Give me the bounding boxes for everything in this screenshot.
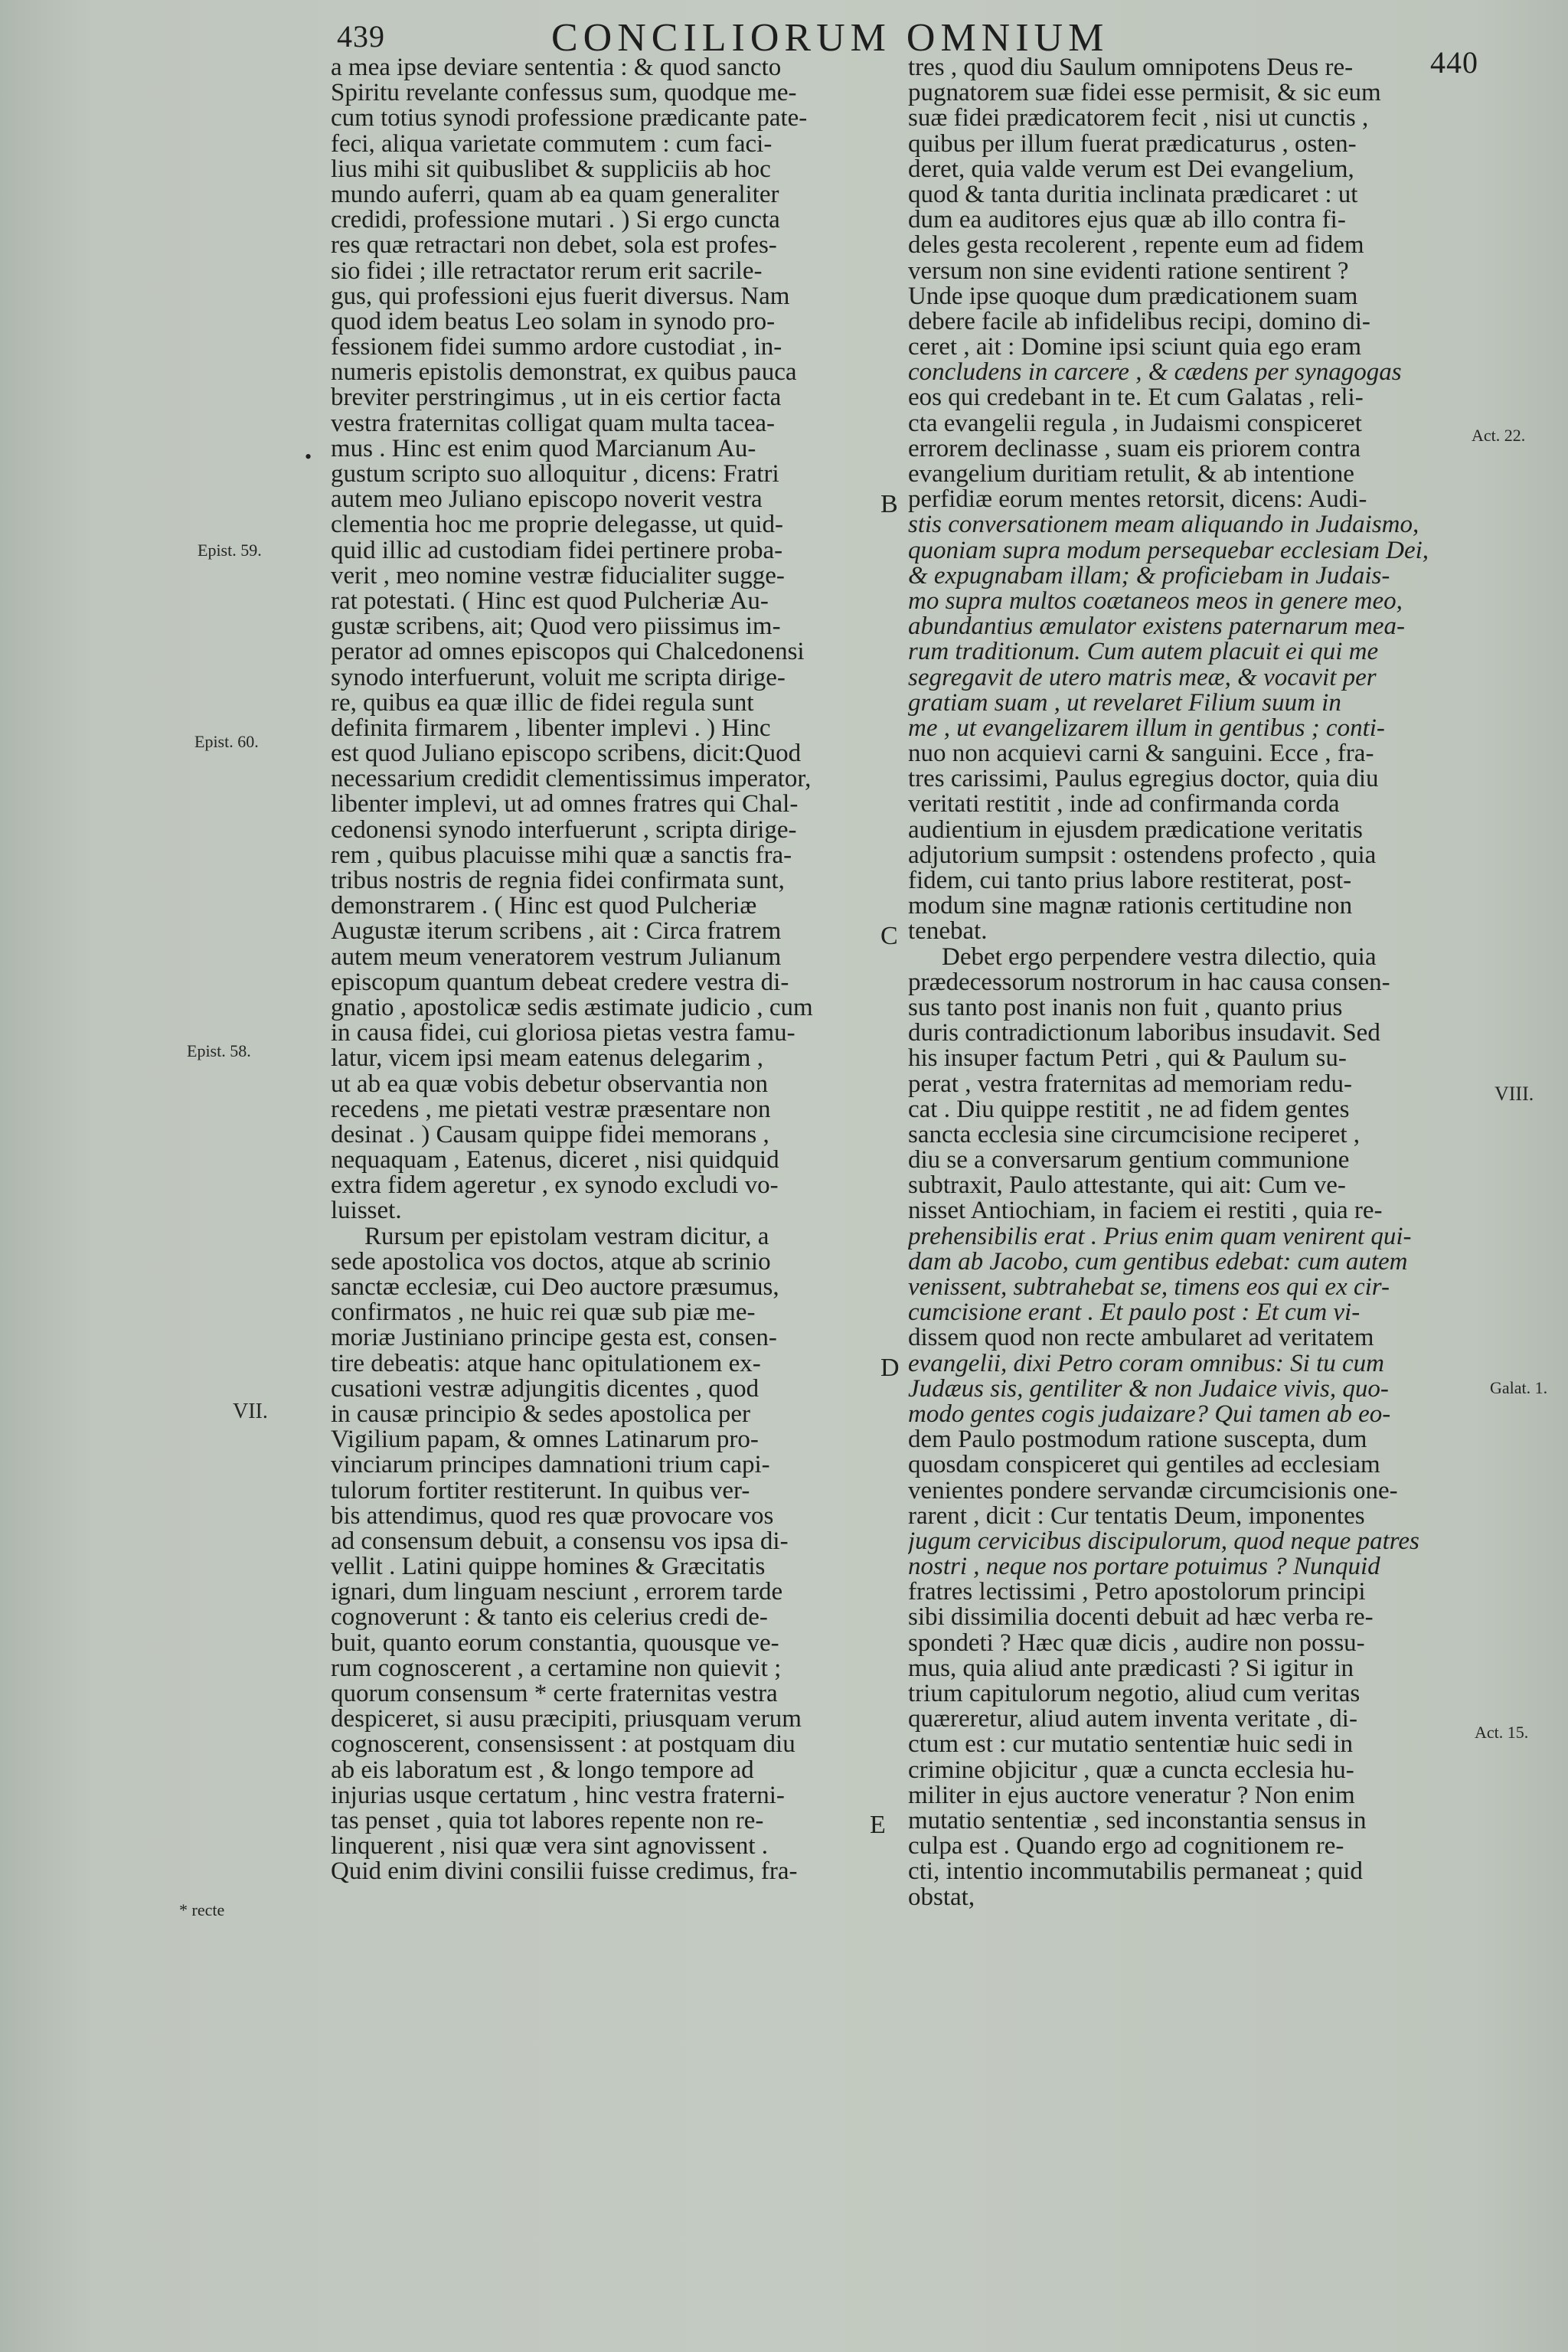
left-column-line: nequaquam , Eatenus, diceret , nisi quidquid — [331, 1148, 779, 1174]
left-column-line: libenter implevi, ut ad omnes fratres qui Chal- — [331, 792, 799, 818]
margin-note-epist-59: Epist. 59. — [198, 541, 262, 560]
right-column-line: quoniam supra modum persequebar ecclesiam Dei, — [908, 537, 1429, 564]
right-page-number: 440 — [1430, 45, 1478, 80]
margin-note-epist-58: Epist. 58. — [187, 1041, 251, 1060]
margin-note-section-vii: VII. — [233, 1400, 268, 1423]
right-column-line: abundantius æmulator existens paternarum mea- — [908, 614, 1405, 640]
left-column-line: synodo interfuerunt, voluit me scripta dirige- — [331, 665, 786, 691]
right-column-line: tenebat. — [908, 919, 988, 945]
right-column-line: debere facile ab infidelibus recipi, domino di- — [908, 309, 1370, 335]
left-column-line: recedens , me pietati vestræ præsentare non — [331, 1096, 771, 1122]
left-column-line: perator ad omnes episcopos qui Chalcedonensi — [331, 639, 805, 665]
left-column-line: rem , quibus placuisse mihi quæ a sanctis fra- — [331, 842, 792, 868]
left-column-line: fessionem fidei summo ardore custodiat , in- — [331, 335, 782, 361]
bullet-mark: • — [305, 446, 312, 468]
right-column-line: suæ fidei prædicatorem fecit , nisi ut cunctis , — [908, 106, 1369, 132]
left-text-column — [331, 55, 876, 1885]
left-column-line: mus . Hinc est enim quod Marcianum Au- — [331, 436, 756, 462]
right-column-line: prædecessorum nostrorum in hac causa consen- — [908, 969, 1390, 995]
left-column-line: autem meo Juliano episcopo noverit vestra — [331, 487, 763, 513]
left-column-line: desinat . ) Causam quippe fidei memorans , — [331, 1122, 769, 1148]
left-column-line: tulorum fortiter restiterunt. In quibus ver- — [331, 1478, 750, 1504]
right-column-line: cta evangelii regula , in Judaismi conspiceret — [908, 410, 1362, 436]
left-column-line: necessarium credidit clementissimus imperator, — [331, 766, 812, 792]
right-column-line: quibus per illum fuerat prædicaturus , osten- — [908, 131, 1357, 157]
left-column-line: mundo auferri, quam ab ea quam generaliter — [331, 181, 779, 208]
left-column-line: quorum consensum * certe fraternitas vestra — [331, 1681, 778, 1707]
left-column-line: tire debeatis: atque hanc opitulationem ex- — [331, 1351, 761, 1377]
right-column-line: segregavit de utero matris meæ, & vocavit per — [908, 665, 1377, 691]
left-column-line: verit , meo nomine vestræ fiducialiter sugge- — [331, 563, 785, 589]
right-column-line: tres carissimi, Paulus egregius doctor, quia diu — [908, 766, 1379, 792]
left-column-line: est quod Juliano episcopo scribens, dicit:Quod — [331, 741, 802, 767]
left-column-line: extra fidem ageretur , ex synodo excludi vo- — [331, 1173, 779, 1199]
margin-note-section-viii: VIII. — [1494, 1083, 1534, 1105]
left-page-number: 439 — [337, 19, 385, 54]
right-column-line: dem Paulo postmodum ratione suscepta, dum — [908, 1427, 1367, 1453]
left-column-line: Augustæ iterum scribens , ait : Circa fratrem — [331, 919, 782, 945]
right-column-line: fratres lectissimi , Petro apostolorum principi — [908, 1579, 1366, 1606]
left-column-line: Vigilium papam, & omnes Latinarum pro- — [331, 1427, 759, 1453]
margin-note-galat-1: Galat. 1. — [1490, 1378, 1548, 1397]
left-column-line: ab eis laboratum est , & longo tempore ad — [331, 1757, 754, 1783]
right-column-line: subtraxit, Paulo attestante, qui ait: Cum ve- — [908, 1173, 1346, 1199]
right-column-line: dum ea auditores ejus quæ ab illo contra fi- — [908, 207, 1346, 234]
left-column-line: sanctæ ecclesiæ, cui Deo auctore præsumus, — [331, 1275, 779, 1301]
right-column-line: tres , quod diu Saulum omnipotens Deus re- — [908, 55, 1354, 81]
right-column-line: perfidiæ eorum mentes retorsit, dicens: Audi- — [908, 487, 1367, 513]
left-column-line: vellit . Latini quippe homines & Græcitatis — [331, 1554, 766, 1580]
right-column-line: quod & tanta duritia inclinata prædicaret : ut — [908, 181, 1358, 208]
left-column-line: quod idem beatus Leo solam in synodo pro- — [331, 309, 776, 335]
section-letter-b: B — [880, 490, 898, 518]
left-column-line: res quæ retractari non debet, sola est profes- — [331, 233, 777, 259]
left-column-line: gustum scripto suo alloquitur , dicens: Fratri — [331, 462, 779, 488]
right-column-line: ceret , ait : Domine ipsi sciunt quia ego eram — [908, 335, 1361, 361]
right-column-line: nuo non acquievi carni & sanguini. Ecce , fra- — [908, 741, 1374, 767]
right-column-line: perat , vestra fraternitas ad memoriam redu- — [908, 1071, 1352, 1097]
left-column-line: confirmatos , ne huic rei quæ sub piæ me- — [331, 1300, 756, 1326]
right-column-line: sus tanto post inanis non fuit , quanto prius — [908, 995, 1343, 1021]
right-column-line: eos qui credebant in te. Et cum Galatas , reli- — [908, 385, 1364, 411]
left-column-line: feci, aliqua varietate commutem : cum faci- — [331, 131, 773, 157]
right-column-line: Debet ergo perpendere vestra dilectio, quia — [942, 944, 1377, 970]
margin-note-epist-60: Epist. 60. — [194, 732, 259, 751]
margin-note-recte: * recte — [179, 1900, 225, 1919]
right-column-line: adjutorium sumpsit : ostendens profecto , quia — [908, 842, 1377, 868]
left-column-line: ignari, dum linguam nesciunt , errorem tarde — [331, 1579, 783, 1606]
right-column-line: nisset Antiochiam, in faciem ei restiti , quia re- — [908, 1198, 1383, 1224]
right-column-line: ctum est : cur mutatio sententiæ huic sedi in — [908, 1732, 1354, 1758]
right-column-line: sancta ecclesia sine circumcisione reciperet , — [908, 1122, 1361, 1148]
right-column-line: crimine objicitur , quæ a cuncta ecclesia hu- — [908, 1757, 1354, 1783]
left-column-line: re, quibus ea quæ illic de fidei regula sunt — [331, 690, 754, 716]
left-column-line: luisset. — [331, 1198, 402, 1224]
left-column-line: Spiritu revelante confessus sum, quodque me- — [331, 80, 797, 106]
right-column-line: fidem, cui tanto prius labore restiterat, post- — [908, 868, 1352, 894]
right-column-line: evangelii, dixi Petro coram omnibus: Si tu cum — [908, 1351, 1384, 1377]
right-column-line: mus, quia aliud ante prædicasti ? Si igitur in — [908, 1655, 1354, 1681]
left-column-line: definita firmarem , libenter implevi . ) Hinc — [331, 715, 771, 742]
right-column-line: diu se a conversarum gentium communione — [908, 1148, 1350, 1174]
left-column-line: gus, qui professioni ejus fuerit diversus. Nam — [331, 283, 790, 309]
right-column-line: pugnatorem suæ fidei esse permisit, & sic eum — [908, 80, 1381, 106]
right-column-line: concludens in carcere , & cædens per synagogas — [908, 360, 1402, 386]
right-column-line: rum traditionum. Cum autem placuit ei qui me — [908, 639, 1379, 665]
left-column-line: Rursum per epistolam vestram dicitur, a — [364, 1223, 769, 1250]
right-column-line: deret, quia valde verum est Dei evangelium, — [908, 156, 1354, 182]
left-column-line: demonstrarem . ( Hinc est quod Pulcheriæ — [331, 893, 757, 920]
left-column-line: cum totius synodi professione prædicante pate- — [331, 106, 808, 132]
left-column-line: episcopum quantum debeat credere vestra di- — [331, 969, 789, 995]
left-column-line: latur, vicem ipsi meam eatenus delegarim , — [331, 1046, 763, 1072]
right-column-line: gratiam suam , ut revelaret Filium suum in — [908, 690, 1341, 716]
right-column-line: me , ut evangelizarem illum in gentibus ; conti- — [908, 715, 1385, 742]
right-column-line: & expugnabam illam; & proficiebam in Judais- — [908, 563, 1390, 589]
left-column-line: cognoverunt : & tanto eis celerius credi de- — [331, 1605, 768, 1631]
running-title: CONCILIORUM OMNIUM — [551, 16, 1109, 60]
left-column-line: linquerent , nisi quæ vera sint agnovissent . — [331, 1834, 769, 1860]
right-column-line: modo gentes cogis judaizare? Qui tamen ab eo- — [908, 1401, 1391, 1428]
section-letter-d: D — [880, 1354, 900, 1382]
section-letter-e: E — [870, 1811, 886, 1839]
right-column-line: sibi dissimilia docenti debuit ad hæc verba re- — [908, 1605, 1374, 1631]
left-column-line: in causæ principio & sedes apostolica per — [331, 1401, 751, 1428]
left-column-line: moriæ Justiniano principe gesta est, consen- — [331, 1325, 777, 1351]
left-column-line: lius mihi sit quibuslibet & suppliciis ab hoc — [331, 156, 771, 182]
right-column-line: trium capitulorum negotio, aliud cum veritas — [908, 1681, 1361, 1707]
right-column-line: cat . Diu quippe restitit , ne ad fidem gentes — [908, 1096, 1350, 1122]
right-column-line: spondeti ? Hæc quæ dicis , audire non possu- — [908, 1630, 1365, 1656]
left-column-line: rat potestati. ( Hinc est quod Pulcheriæ Au- — [331, 588, 769, 615]
left-column-line: sede apostolica vos doctos, atque ab scrinio — [331, 1249, 771, 1275]
left-column-line: vestra fraternitas colligat quam multa tacea- — [331, 410, 775, 436]
left-column-line: cognoscerent, consensissent : at postquam diu — [331, 1732, 795, 1758]
left-column-line: tribus nostris de regnia fidei confirmata sunt, — [331, 868, 785, 894]
right-column-line: duris contradictionum laboribus insudavit. Sed — [908, 1021, 1380, 1047]
left-column-line: credidi, professione mutari . ) Si ergo cuncta — [331, 207, 780, 234]
right-column-line: mutatio sententiæ , sed inconstantia sensus in — [908, 1808, 1367, 1834]
left-column-line: autem meum veneratorem vestrum Julianum — [331, 944, 782, 970]
right-column-line: dissem quod non recte ambularet ad veritatem — [908, 1325, 1374, 1351]
left-column-line: ut ab ea quæ vobis debetur observantia non — [331, 1071, 768, 1097]
right-column-line: nostri , neque nos portare potuimus ? Nunquid — [908, 1554, 1380, 1580]
left-column-line: rum cognoscerent , a certamine non quievit ; — [331, 1655, 782, 1681]
left-column-line: clementia hoc me proprie delegasse, ut quid- — [331, 512, 784, 538]
left-column-line: gnatio , apostolicæ sedis æstimate judicio , cum — [331, 995, 813, 1021]
left-column-line: cedonensi synodo interfuerunt , scripta dirige- — [331, 817, 797, 843]
left-column-line: ad consensum debuit, a consensu vos ipsa di- — [331, 1528, 789, 1555]
right-column-line: jugum cervicibus discipulorum, quod neque patres — [908, 1528, 1419, 1555]
left-column-line: breviter perstringimus , ut in eis certior facta — [331, 385, 782, 411]
left-column-line: quid illic ad custodiam fidei pertinere proba- — [331, 537, 783, 564]
right-text-column — [908, 55, 1456, 1910]
margin-note-act-22: Act. 22. — [1472, 426, 1526, 445]
left-column-line: numeris epistolis demonstrat, ex quibus pauca — [331, 360, 797, 386]
right-column-line: Unde ipse quoque dum prædicationem suam — [908, 283, 1358, 309]
right-column-line: militer in ejus auctore veneratur ? Non enim — [908, 1782, 1355, 1808]
right-column-line: evangelium duritiam retulit, & ab intentione — [908, 462, 1354, 488]
left-column-line: bis attendimus, quod res quæ provocare vos — [331, 1503, 774, 1529]
right-column-line: cumcisione erant . Et paulo post : Et cum vi- — [908, 1300, 1361, 1326]
left-column-line: in causa fidei, cui gloriosa pietas vestra famu- — [331, 1021, 795, 1047]
left-column-line: a mea ipse deviare sententia : & quod sancto — [331, 55, 782, 81]
right-column-line: cti, intentio incommutabilis permaneat ; quid — [908, 1859, 1363, 1885]
section-letter-c: C — [880, 922, 898, 950]
right-column-line: quæreretur, aliud autem inventa veritate , di- — [908, 1707, 1357, 1733]
right-column-line: venientes pondere servandæ circumcisionis one- — [908, 1478, 1398, 1504]
margin-note-act-15: Act. 15. — [1475, 1723, 1529, 1742]
right-column-line: versum non sine evidenti ratione sentirent ? — [908, 258, 1349, 284]
left-column-line: buit, quanto eorum constantia, quousque ve- — [331, 1630, 779, 1656]
left-column-line: gustæ scribens, ait; Quod vero piissimus im- — [331, 614, 781, 640]
left-column-line: despiceret, si ausu præcipiti, priusquam verum — [331, 1707, 802, 1733]
left-column-line: tas penset , quia tot labores repente non re- — [331, 1808, 764, 1834]
right-column-line: obstat, — [908, 1884, 975, 1910]
right-column-line: venissent, subtrahebat se, timens eos qui ex cir- — [908, 1275, 1390, 1301]
right-column-line: errorem declinasse , suam eis priorem contra — [908, 436, 1361, 462]
right-column-line: veritati restitit , inde ad confirmanda corda — [908, 792, 1340, 818]
left-column-line: Quid enim divini consilii fuisse credimus, fra- — [331, 1859, 798, 1885]
right-column-line: dam ab Jacobo, cum gentibus edebat: cum autem — [908, 1249, 1408, 1275]
right-column-line: deles gesta recolerent , repente eum ad fidem — [908, 233, 1364, 259]
right-column-line: culpa est . Quando ergo ad cognitionem re- — [908, 1834, 1344, 1860]
left-column-line: sio fidei ; ille retractator rerum erit sacrile- — [331, 258, 763, 284]
right-column-line: Judæus sis, gentiliter & non Judaice vivis, quo- — [908, 1376, 1389, 1402]
left-column-line: cusationi vestræ adjungitis dicentes , quod — [331, 1376, 760, 1402]
right-column-line: audientium in ejusdem prædicatione veritatis — [908, 817, 1363, 843]
right-column-line: stis conversationem meam aliquando in Judaismo, — [908, 512, 1419, 538]
right-column-line: modum sine magnæ rationis certitudine non — [908, 893, 1353, 920]
right-column-line: prehensibilis erat . Prius enim quam venirent qui- — [908, 1223, 1412, 1250]
right-column-line: rarent , dicit : Cur tentatis Deum, imponentes — [908, 1503, 1365, 1529]
right-column-line: mo supra multos coætaneos meos in genere meo, — [908, 588, 1403, 615]
right-column-line: his insuper factum Petri , qui & Paulum su- — [908, 1046, 1347, 1072]
left-column-line: injurias usque certatum , hinc vestra fraterni- — [331, 1782, 785, 1808]
left-column-line: vinciarum principes damnationi trium capi- — [331, 1452, 770, 1478]
right-column-line: quosdam conspiceret qui gentiles ad ecclesiam — [908, 1452, 1380, 1478]
